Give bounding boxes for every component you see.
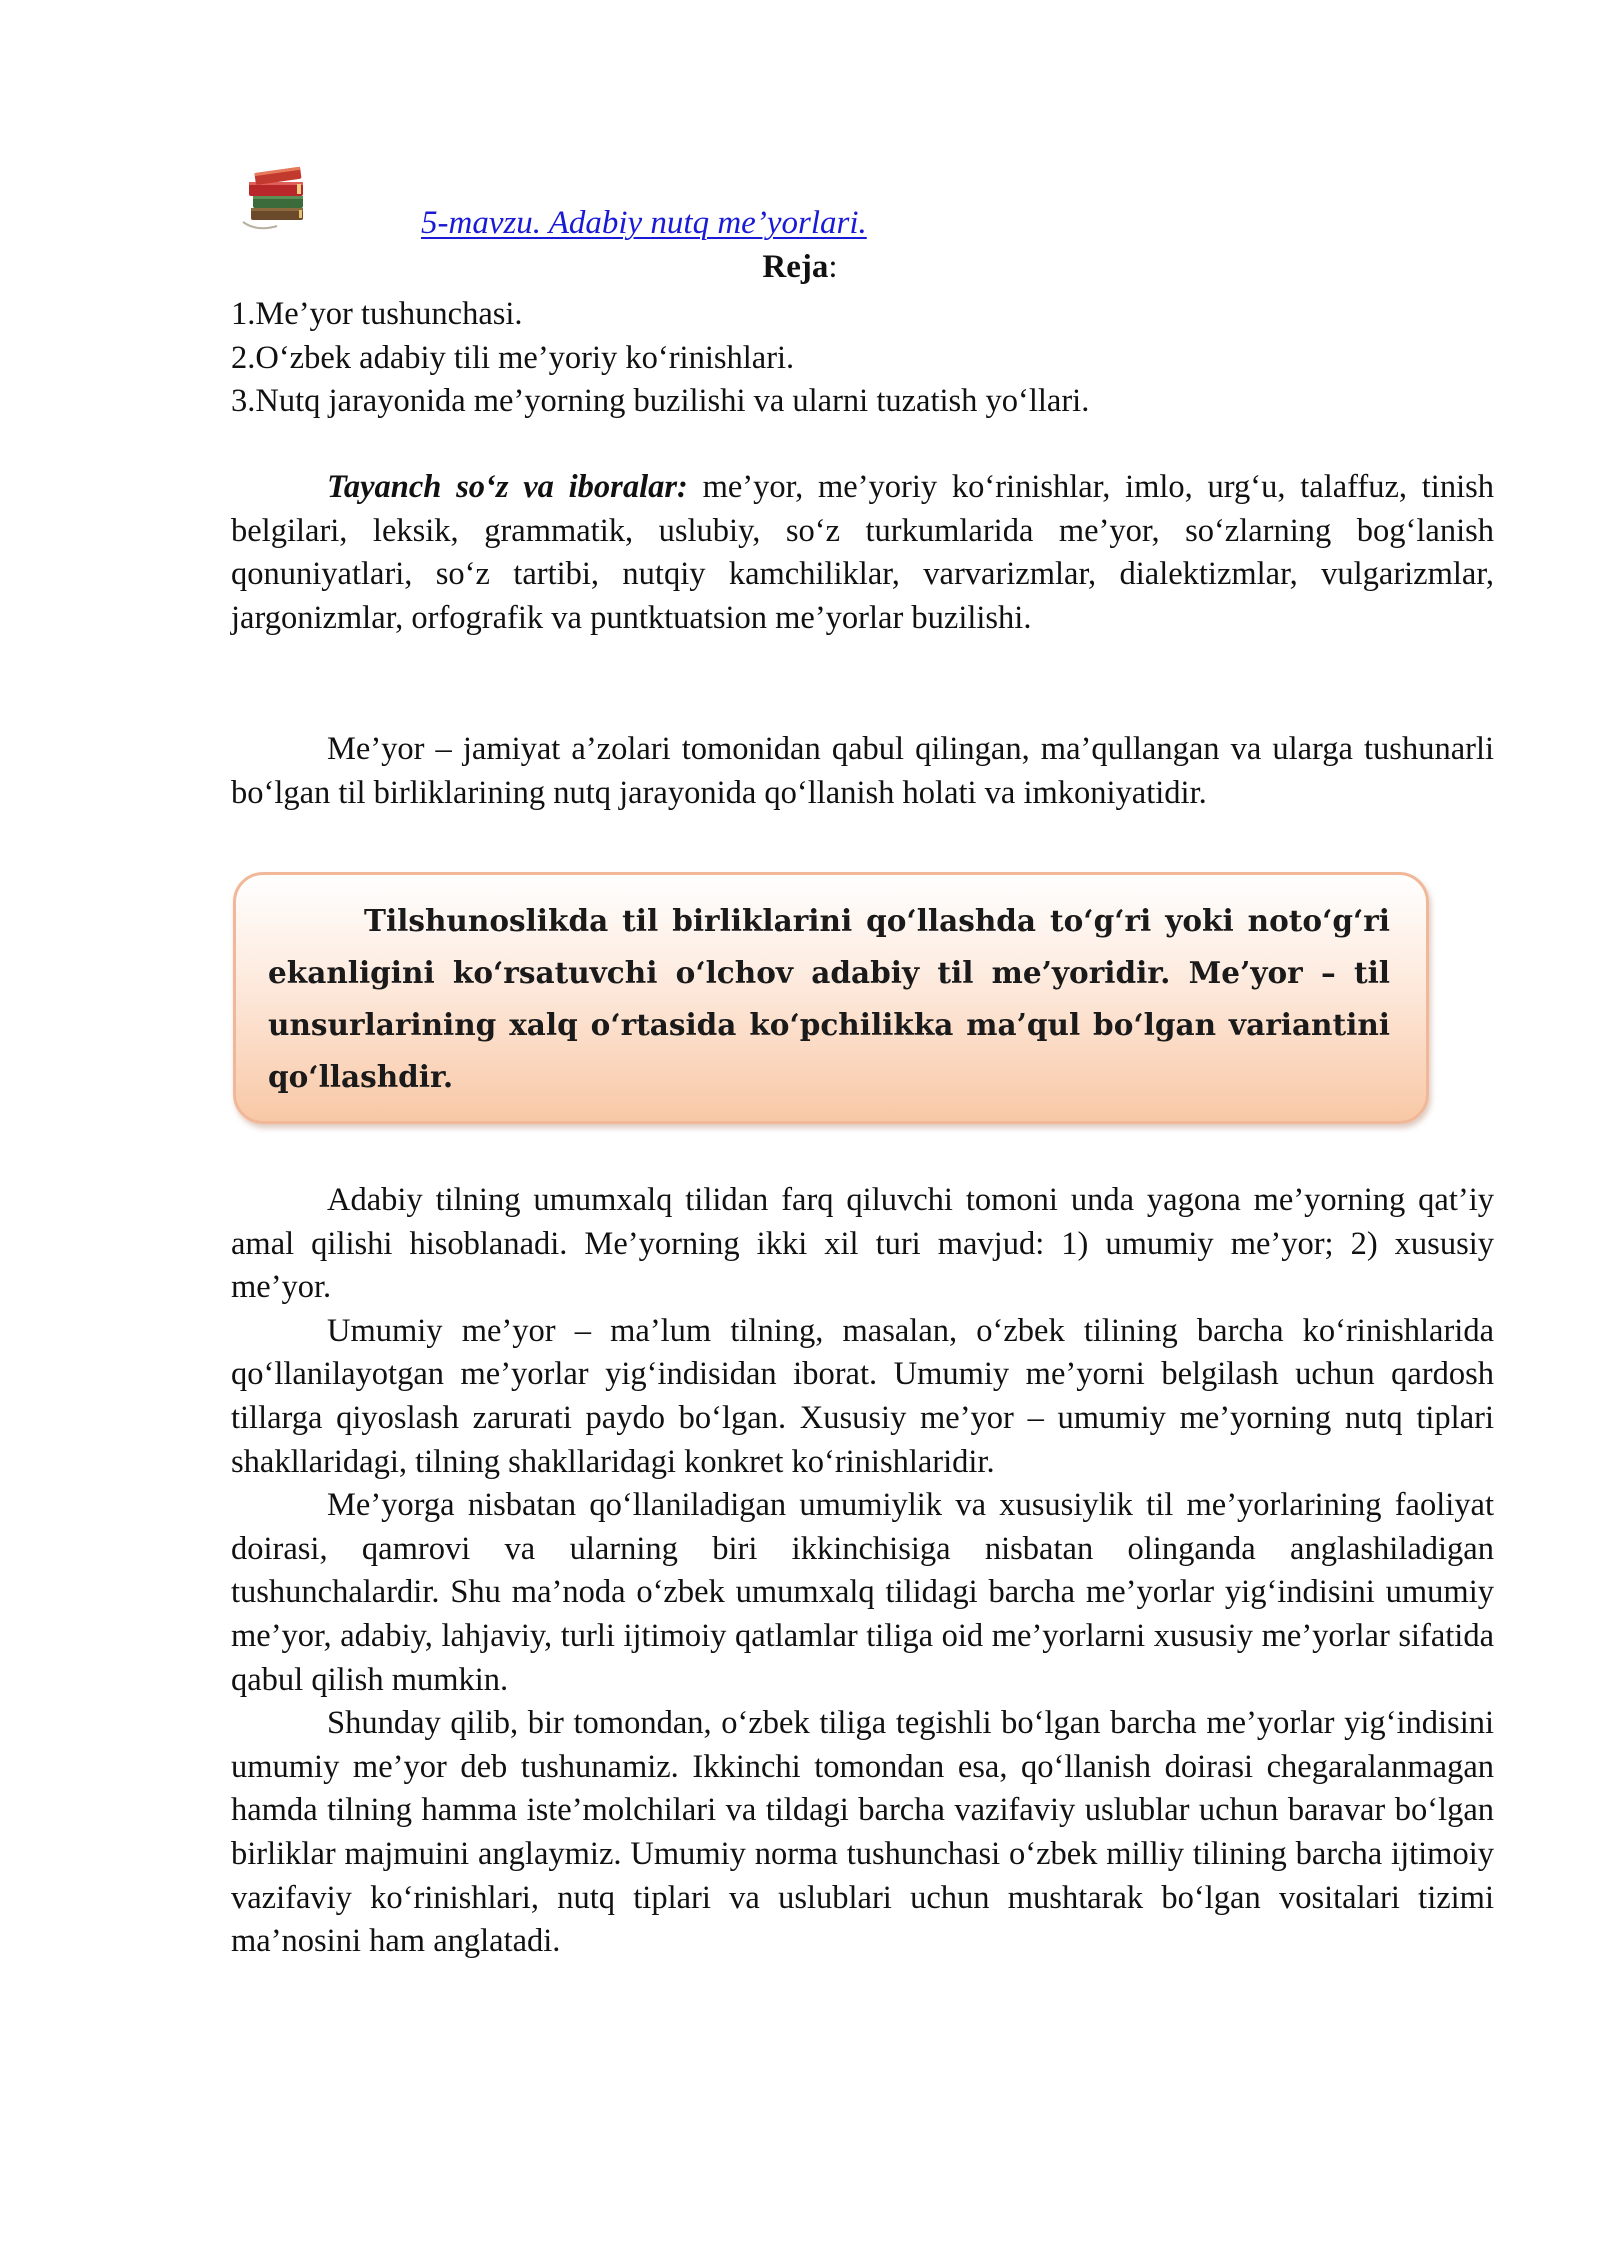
definition-paragraph: Me’yor – jamiyat a’zolari tomonidan qabul qilingan, ma’qullangan va ularga tushunarli bo‘lgan til birliklarining nutq jarayonida qo‘llanish holati va imkoniyatidir.: [231, 731, 1494, 811]
plan-item: 2.O‘zbek adabiy tili me’yoriy ko‘rinishlari.: [231, 339, 795, 376]
books-icon: [237, 160, 317, 232]
body-paragraph: Me’yorga nisbatan qo‘llaniladigan umumiylik va xususiylik til me’yorlarining faoliyat doirasi, qamrovi va ularning biri ikkinchisiga nisbatan olinganda anglashiladigan tushunchalardir. Shu ma’noda o‘zbek umumxalq tilidagi barcha me’yorlar yig‘indisini umumiy me’yor, adabiy, lahjaviy, turli ijtimoiy qatlamlar tiliga oid me’yorlarni xususiy me’yorlar sifatida qabul qilish mumkin.: [231, 1487, 1494, 1698]
keywords-text: me’yor, me’yoriy ko‘rinishlar, imlo, urg‘u, talaffuz, tinish belgilari, leksik, grammatik, uslubiy, so‘z turkumlarida me’yor, so‘zlarning bog‘lanish qonuniyatlari, so‘z tartibi, nutqiy kamchiliklar, varvarizmlar, dialektizmlar, vulgarizmlar, jargonizmlar, orfografik va puntktuatsion me’yorlar buzilishi.: [231, 469, 1494, 636]
plan-item: 3.Nutq jarayonida me’yorning buzilishi va ularni tuzatish yo‘llari.: [231, 383, 1090, 420]
body-text: [231, 1179, 1494, 1964]
plan-heading-colon: :: [828, 249, 838, 285]
keywords-label: Tayanch so‘z va iboralar:: [327, 469, 688, 505]
callout-box: [233, 872, 1429, 1124]
body-paragraph: Adabiy tilning umumxalq tilidan farq qiluvchi tomoni unda yagona me’yorning qat’iy amal qilishi hisoblanadi. Me’yorning ikki xil turi mavjud: 1) umumiy me’yor; 2) xususiy me’yor.: [231, 1182, 1494, 1306]
plan-heading: [0, 249, 1600, 286]
body-paragraph: Shunday qilib, bir tomondan, o‘zbek tiliga tegishli bo‘lgan barcha me’yorlar yig‘indisini umumiy me’yor deb tushunamiz. Ikkinchi tomondan esa, qo‘llanish doirasi chegaralanmagan hamda tilning hamma iste’molchilari va tildagi barcha vazifaviy uslublar uchun baravar bo‘lgan birliklar majmuini anglaymiz. Umumiy norma tushunchasi o‘zbek milliy tilining barcha ijtimoiy vazifaviy ko‘rinishlari, nutq tiplari va uslublari uchun mushtarak bo‘lgan vositalari tizimi ma’nosini ham anglatadi.: [231, 1705, 1494, 1960]
plan-heading-label: Reja: [762, 249, 829, 285]
plan-item: 1.Me’yor tushunchasi.: [231, 296, 523, 332]
plan-list: [231, 293, 1494, 424]
callout-text: Tilshunoslikda til birliklarini qo‘llashda to‘g‘ri yoki noto‘g‘ri ekanligini ko‘rsatuvchi o‘lchov adabiy til me’yoridir. Me’yor – til unsurlarining xalq o‘rtasida ko‘pchilikka ma’qul bo‘lgan variantini qo‘llashdir.: [268, 903, 1390, 1094]
body-paragraph: Umumiy me’yor – ma’lum tilning, masalan, o‘zbek tilining barcha ko‘rinishlarida qo‘llanilayotgan me’yorlar yig‘indisidan iborat. Umumiy me’yorni belgilash uchun qardosh tillarga qiyoslash zarurati paydo bo‘lgan. Xususiy me’yor – umumiy me’yorning nutq tiplari shakllaridagi, tilning shakllaridagi konkret ko‘rinishlaridir.: [231, 1312, 1494, 1480]
keywords-paragraph: [231, 466, 1494, 640]
topic-title-link[interactable]: 5-mavzu. Adabiy nutq me’yorlari.: [421, 205, 867, 241]
